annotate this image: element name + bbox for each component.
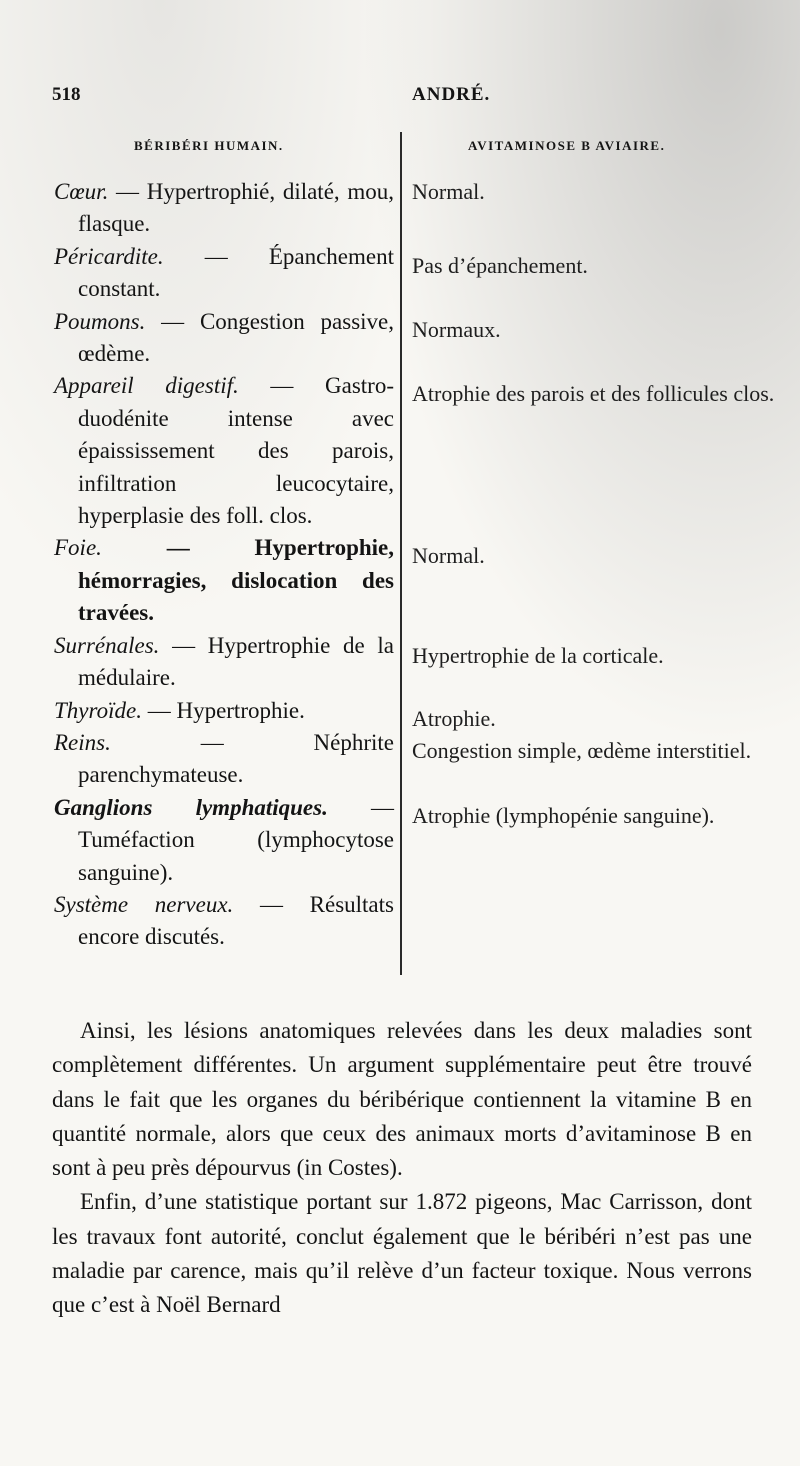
entry-term: Surrénales. bbox=[54, 632, 160, 658]
entry-surrenales bbox=[54, 630, 394, 695]
lesions-human-column bbox=[54, 176, 394, 954]
entry-term: Ganglions lymphatiques. bbox=[54, 794, 328, 820]
comparison-coeur: Normal. bbox=[412, 179, 485, 204]
page-header bbox=[52, 84, 752, 114]
comparison-appareil-digestif: Atrophie des parois et des follicules clos. bbox=[412, 381, 775, 406]
comparison-reins: Congestion simple, œdème interstitiel. bbox=[412, 738, 752, 763]
entry-term: Reins. bbox=[54, 729, 111, 755]
entry-description: — Tuméfaction (lymphocytose sanguine). bbox=[78, 794, 394, 885]
entry-term: Thyroïde. bbox=[54, 697, 142, 723]
entry-description: — Hypertrophie. bbox=[141, 697, 305, 723]
right-column-heading: AVITAMINOSE B AVIAIRE. bbox=[468, 138, 666, 153]
entry-term: Péricardite. bbox=[54, 243, 164, 269]
entry-appareil-digestif bbox=[54, 370, 394, 532]
entry-description: — Gastro-duodénite intense avec épaississement des parois, infiltration leucocytaire, hyperplasie des foll. clos. bbox=[78, 373, 394, 529]
running-head: ANDRÉ. bbox=[412, 84, 491, 105]
entry-term: Foie. bbox=[54, 535, 102, 561]
entry-term: Appareil digestif. bbox=[54, 373, 239, 399]
entry-foie bbox=[54, 532, 394, 629]
entry-term: Système nerveux. bbox=[54, 891, 234, 917]
entry-ganglions bbox=[54, 792, 394, 889]
paragraph: Enfin, d’une statistique portant sur 1.872 pigeons, Mac Carrisson, dont les travaux font autorité, conclut également que le béribéri n’est pas une maladie par carence, mais qu’il relève d’un facteur toxique. Nous verrons que c’est à Noël Bernard bbox=[52, 1189, 752, 1318]
entry-description: — Épanchement constant. bbox=[78, 243, 394, 302]
left-column-heading: BÉRIBÉRI HUMAIN. bbox=[134, 138, 284, 153]
entry-pericardite bbox=[54, 241, 394, 306]
comparison-thyroide: Atrophie. bbox=[412, 706, 496, 731]
comparison-poumons: Normaux. bbox=[412, 317, 501, 342]
comparison-surrenales: Hypertrophie de la corticale. bbox=[412, 643, 664, 668]
entry-poumons bbox=[54, 306, 394, 371]
entry-description: — Congestion passive, œdème. bbox=[78, 308, 394, 367]
entry-term: Cœur. bbox=[54, 179, 109, 204]
entry-coeur bbox=[54, 176, 394, 241]
entry-description: — Néphrite parenchymateuse. bbox=[78, 729, 394, 788]
paragraph: Ainsi, les lésions anatomiques relevées dans les deux maladies sont complètement différentes. Un argument supplémentaire peut être trouvé dans le fait que les organes du béribérique contiennent la vitamine B en quantité normale, alors que ceux des animaux morts d’avitaminose B en sont à peu près dépourvus (in Costes). bbox=[52, 1018, 752, 1181]
entry-reins bbox=[54, 727, 394, 792]
body-text bbox=[52, 1014, 752, 1323]
comparison-foie: Normal. bbox=[412, 543, 485, 568]
entry-description: — Hypertrophié, dilaté, mou, flasque. bbox=[78, 179, 394, 237]
entry-term: Poumons. bbox=[54, 308, 146, 334]
entry-systeme-nerveux bbox=[54, 889, 394, 954]
comparison-pericardite: Pas d’épanchement. bbox=[412, 253, 588, 278]
entry-thyroide bbox=[54, 695, 394, 727]
entry-description: — Hypertrophie de la médulaire. bbox=[78, 632, 394, 691]
column-divider bbox=[400, 132, 402, 975]
page-number: 518 bbox=[52, 84, 81, 105]
comparison-ganglions: Atrophie (lymphopénie sanguine). bbox=[412, 803, 715, 828]
entry-description: — Hypertrophie, hémorragies, dislocation des travées. bbox=[78, 535, 394, 626]
entry-description: — Résultats encore discutés. bbox=[78, 891, 394, 950]
